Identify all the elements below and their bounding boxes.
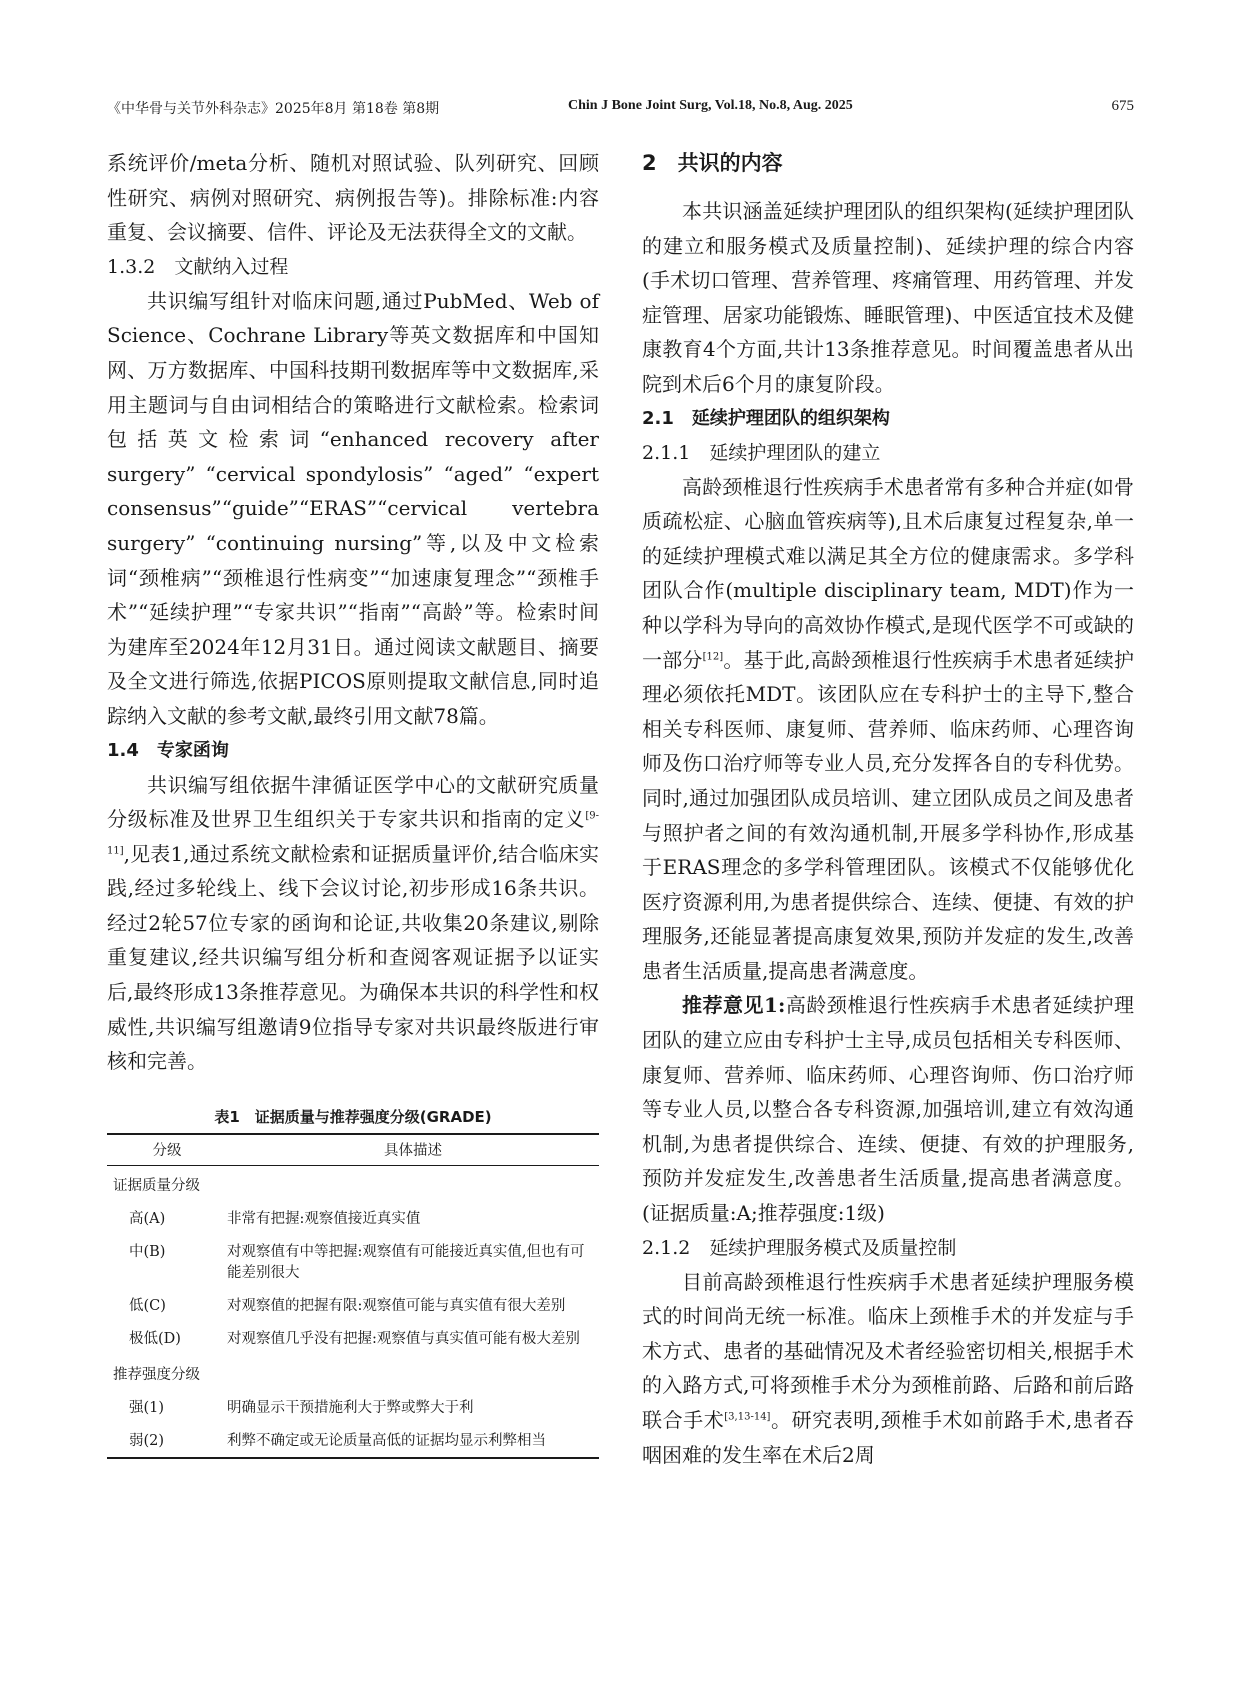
table-row: 中(B) 对观察值有中等把握:观察值有可能接近真实值,但也有可能差别很大 [129, 1243, 585, 1281]
left-column [107, 146, 599, 1459]
citation-ref: [12] [702, 650, 724, 662]
table-caption: 表1 证据质量与推荐强度分级(GRADE) [214, 1107, 492, 1126]
table-row: 弱(2) 利弊不确定或无论质量高低的证据均显示利弊相当 [107, 1424, 599, 1458]
paragraph-inclusion-criteria: 系统评价/meta分析、随机对照试验、队列研究、回顾性研究、病例对照研究、病例报告等)。排除标准:内容重复、会议摘要、信件、评论及无法获得全文的文献。 [107, 151, 599, 245]
paragraph-recommendation-1: 推荐意见1:高龄颈椎退行性疾病手术患者延续护理团队的建立应由专科护士主导,成员包括相关专科医师、康复师、营养师、临床药师、心理咨询师、伤口治疗师等专业人员,以整合各专科资源,加强培训,建立有效沟通机制,为患者提供综合、连续、便捷、有效的护理服务,预防并发症发生,改善患者生活质量,提高患者满意度。(证据质量:A;推荐强度:1级) [642, 993, 1134, 1226]
paragraph-expert-consultation: 共识编写组依据牛津循证医学中心的文献研究质量分级标准及世界卫生组织关于专家共识和指南的定义[9-11],见表1,通过系统文献检索和证据质量评价,结合临床实践,经过多轮线上、线下会议讨论,初步形成16条共识。经过2轮57位专家的函询和论证,共收集20条建议,剔除重复建议,经共识编写组分析和查阅客观证据予以证实后,最终形成13条推荐意见。为确保本共识的科学性和权威性,共识编写组邀请9位指导专家对共识最终版进行审核和完善。 [107, 772, 599, 1074]
table-header-row [107, 1134, 599, 1166]
section-heading-1-3-2: 1.3.2 文献纳入过程 [107, 255, 289, 278]
section-heading-2-1: 2.1 延续护理团队的组织架构 [642, 407, 890, 429]
section-heading-2-1-2: 2.1.2 延续护理服务模式及质量控制 [642, 1236, 957, 1259]
table-row: 极低(D) 对观察值几乎没有把握:观察值与真实值可能有极大差别 [129, 1330, 580, 1347]
table-row: 强(1) 明确显示干预措施利大于弊或弊大于利 [129, 1399, 474, 1416]
recommendation-label: 推荐意见1: [682, 993, 786, 1018]
page-number: 675 [1111, 98, 1134, 114]
right-column [642, 146, 1134, 1472]
citation-ref: [3,13-14] [724, 1411, 771, 1423]
journal-title-cn: 《中华骨与关节外科杂志》2025年8月 第18卷 第8期 [107, 101, 440, 117]
table-1 [107, 1105, 599, 1459]
citation-ref: [9-11] [107, 810, 599, 857]
table-section-row: 推荐强度分级 [113, 1366, 200, 1383]
grade-table [107, 1133, 599, 1459]
section-heading-2: 2 共识的内容 [642, 151, 783, 175]
paragraph-consensus-scope: 本共识涵盖延续护理团队的组织架构(延续护理团队的建立和服务模式及质量控制)、延续护理的综合内容(手术切口管理、营养管理、疼痛管理、用药管理、并发症管理、居家功能锻炼、睡眠管理)、中医适宜技术及健康教育4个方面,共计13条推荐意见。时间覆盖患者从出院到术后6个月的康复阶段。 [642, 199, 1134, 396]
table-header-level: 分级 [152, 1143, 182, 1160]
paragraph-service-model: 目前高龄颈椎退行性疾病手术患者延续护理服务模式的时间尚无统一标准。临床上颈椎手术的并发症与手术方式、患者的基础情况及术者经验密切相关,根据手术的入路方式,可将颈椎手术分为颈椎前路、后路和前后路联合手术[3,13-14]。研究表明,颈椎手术如前路手术,患者吞咽困难的发生率在术后2周 [642, 1269, 1134, 1467]
paragraph-mdt: 高龄颈椎退行性疾病手术患者常有多种合并症(如骨质疏松症、心脑血管疾病等),且术后康复过程复杂,单一的延续护理模式难以满足其全方位的健康需求。多学科团队合作(multiple disciplinary team, MDT)作为一种以学科为导向的高效协作模式,是现代医学不可或缺的一部分[12]。基于此,高龄颈椎退行性疾病手术患者延续护理必须依托MDT。该团队应在专科护士的主导下,整合相关专科医师、康复师、营养师、临床药师、心理咨询师及伤口治疗师等专业人员,充分发挥各自的专科优势。同时,通过加强团队成员培训、建立团队成员之间及患者与照护者之间的有效沟通机制,开展多学科协作,形成基于ERAS理念的多学科管理团队。该模式不仅能够优化医疗资源利用,为患者提供综合、连续、便捷、有效的护理服务,还能显著提高康复效果,预防并发症的发生,改善患者生活质量,提高患者满意度。 [642, 474, 1134, 983]
section-heading-2-1-1: 2.1.1 延续护理团队的建立 [642, 441, 881, 464]
table-section-row: 证据质量分级 [113, 1177, 200, 1194]
running-header [107, 98, 1134, 124]
table-header-description: 具体描述 [384, 1143, 442, 1160]
paragraph-search-strategy: 共识编写组针对临床问题,通过PubMed、Web of Science、Cochrane Library等英文数据库和中国知网、万方数据库、中国科技期刊数据库等中文数据库,采用主题词与自由词相结合的策略进行文献检索。检索词包括英文检索词“enhanced recovery after surgery” “cervical spondylosis” “aged” “expert consensus”“guide”“ERAS”“cervical vertebra surgery” “continuing nursing”等,以及中文检索词“颈椎病”“颈椎退行性病变”“加速康复理念”“颈椎手术”“延续护理”“专家共识”“指南”“高龄”等。检索时间为建库至2024年12月31日。通过阅读文献题目、摘要及全文进行筛选,依据PICOS原则提取文献信息,同时追踪纳入文献的参考文献,最终引用文献78篇。 [107, 288, 599, 728]
journal-title-en: Chin J Bone Joint Surg, Vol.18, No.8, Aug. 2025 [568, 98, 853, 113]
section-heading-1-4: 1.4 专家函询 [107, 739, 229, 761]
table-row: 低(C) 对观察值的把握有限:观察值可能与真实值有很大差别 [129, 1297, 566, 1314]
table-row: 高(A) 非常有把握:观察值接近真实值 [129, 1210, 421, 1227]
